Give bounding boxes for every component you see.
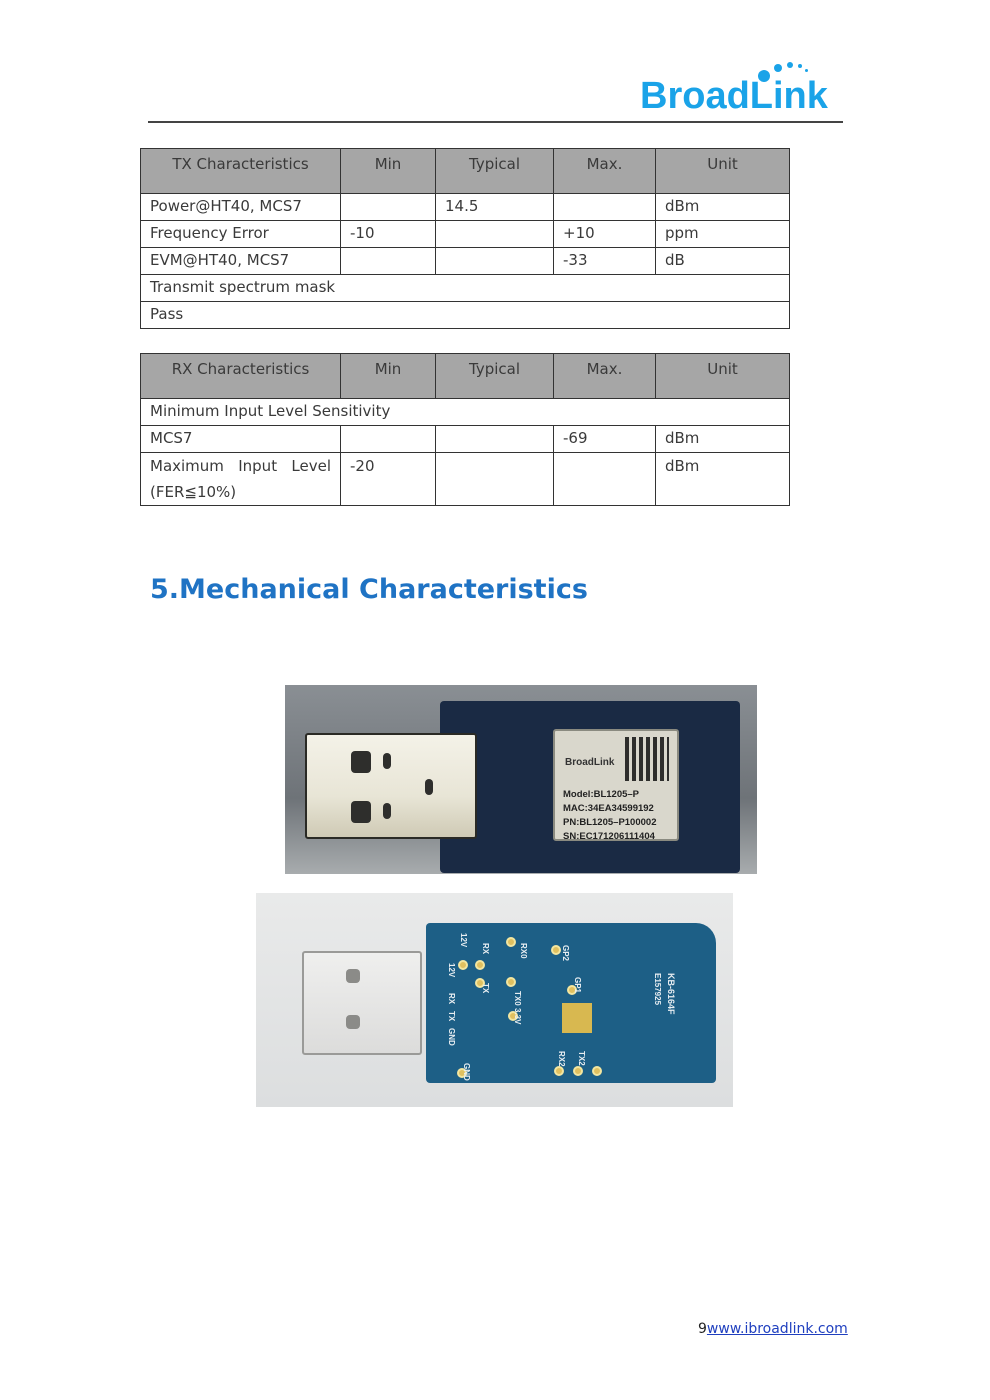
column-header: Typical	[436, 354, 554, 399]
broadlink-logo	[640, 60, 840, 116]
solder-pad	[458, 960, 468, 970]
silk-label: 3.3V	[513, 1008, 522, 1025]
page-footer	[698, 1321, 848, 1337]
silk-label: TX0	[513, 991, 522, 1006]
max-cell	[554, 194, 656, 221]
min-cell: -20	[341, 453, 436, 506]
wifi-module	[553, 729, 679, 841]
min-cell	[341, 426, 436, 453]
unit-cell: ppm	[656, 221, 790, 248]
table-row	[141, 453, 790, 506]
module-pn: PN:BL1205–P100002	[563, 817, 657, 828]
unit-cell: dBm	[656, 194, 790, 221]
table-row	[141, 399, 790, 426]
column-header: Typical	[436, 149, 554, 194]
dongle-front-photo	[285, 685, 757, 874]
silk-label: RX	[481, 943, 490, 955]
param-word: Level	[291, 457, 331, 475]
column-header: Max.	[554, 354, 656, 399]
silk-label: GND	[447, 1028, 456, 1046]
section-heading: 5.Mechanical Characteristics	[150, 574, 588, 605]
usb-hole	[346, 969, 360, 983]
logo-text: BroadLink	[640, 75, 828, 117]
param-word: Input	[238, 457, 278, 475]
column-header: TX Characteristics	[141, 149, 341, 194]
typical-cell	[436, 453, 554, 506]
usb-hole	[425, 779, 433, 795]
silk-label: TX	[481, 983, 490, 994]
silk-label: RX0	[519, 943, 528, 959]
silk-label: TX2	[577, 1051, 586, 1066]
qr-code-icon	[625, 737, 669, 781]
param-cell: Power@HT40, MCS7	[141, 194, 341, 221]
solder-pad	[551, 945, 561, 955]
table-row	[141, 302, 790, 329]
min-cell: -10	[341, 221, 436, 248]
param-cell: Frequency Error	[141, 221, 341, 248]
column-header: Min	[341, 354, 436, 399]
table-row	[141, 221, 790, 248]
solder-pad	[554, 1066, 564, 1076]
max-cell: +10	[554, 221, 656, 248]
solder-pad	[475, 960, 485, 970]
pass-cell: Pass	[141, 302, 790, 329]
typical-cell	[436, 221, 554, 248]
table-row	[141, 426, 790, 453]
silk-label: 12V	[447, 963, 456, 978]
silk-label: GP1	[573, 977, 582, 994]
param-line-2: (FER≦10%)	[150, 483, 237, 501]
column-header: Unit	[656, 149, 790, 194]
max-cell	[554, 453, 656, 506]
unit-cell: dB	[656, 248, 790, 275]
usb-connector	[302, 951, 422, 1055]
page-number: 9	[698, 1321, 707, 1337]
group-label-cell: Minimum Input Level Sensitivity	[141, 399, 790, 426]
table-row	[141, 275, 790, 302]
table-header-row	[141, 354, 790, 399]
silk-label: 12V	[459, 933, 468, 948]
silk-label: E157925	[653, 973, 662, 1006]
silk-label: RX2	[557, 1051, 566, 1067]
solder-pad	[506, 977, 516, 987]
rx-characteristics-table	[140, 353, 790, 506]
silk-label: GND	[462, 1063, 471, 1081]
solder-pad	[506, 937, 516, 947]
column-header: RX Characteristics	[141, 354, 341, 399]
usb-connector	[305, 733, 477, 839]
typical-cell: 14.5	[436, 194, 554, 221]
logo-dot	[787, 62, 793, 68]
typical-cell	[436, 426, 554, 453]
usb-hole	[383, 803, 391, 819]
logo-dot	[798, 64, 802, 68]
module-model: Model:BL1205–P	[563, 789, 640, 800]
usb-hole	[346, 1015, 360, 1029]
module-sn: SN:EC171206111404	[563, 831, 655, 842]
silk-label: GP2	[561, 945, 570, 962]
gold-pad-array	[562, 1003, 592, 1033]
unit-cell: dBm	[656, 426, 790, 453]
min-cell	[341, 194, 436, 221]
header-divider	[148, 121, 843, 123]
unit-cell: dBm	[656, 453, 790, 506]
column-header: Max.	[554, 149, 656, 194]
max-cell: -69	[554, 426, 656, 453]
website-link[interactable]: www.ibroadlink.com	[706, 1321, 848, 1337]
usb-hole	[351, 801, 371, 823]
silk-label: RX	[447, 993, 456, 1005]
dongle-back-photo	[256, 893, 733, 1107]
min-cell	[341, 248, 436, 275]
spectrum-mask-cell: Transmit spectrum mask	[141, 275, 790, 302]
silk-label: KB-6164F	[666, 973, 676, 1015]
max-cell: -33	[554, 248, 656, 275]
column-header: Unit	[656, 354, 790, 399]
param-cell: EVM@HT40, MCS7	[141, 248, 341, 275]
usb-hole	[383, 753, 391, 769]
typical-cell	[436, 248, 554, 275]
column-header: Min	[341, 149, 436, 194]
table-row	[141, 194, 790, 221]
module-logo: BroadLink	[565, 757, 615, 768]
solder-pad	[573, 1066, 583, 1076]
usb-hole	[351, 751, 371, 773]
param-word: Maximum	[150, 457, 224, 475]
tx-characteristics-table	[140, 148, 790, 329]
param-line-1	[150, 453, 331, 479]
logo-dot	[805, 69, 808, 72]
silk-label: TX	[447, 1011, 456, 1022]
module-mac: MAC:34EA34599192	[563, 803, 654, 814]
solder-pad	[592, 1066, 602, 1076]
logo-dot	[774, 64, 782, 72]
table-header-row	[141, 149, 790, 194]
param-cell: MCS7	[141, 426, 341, 453]
table-row	[141, 248, 790, 275]
param-cell	[141, 453, 341, 506]
